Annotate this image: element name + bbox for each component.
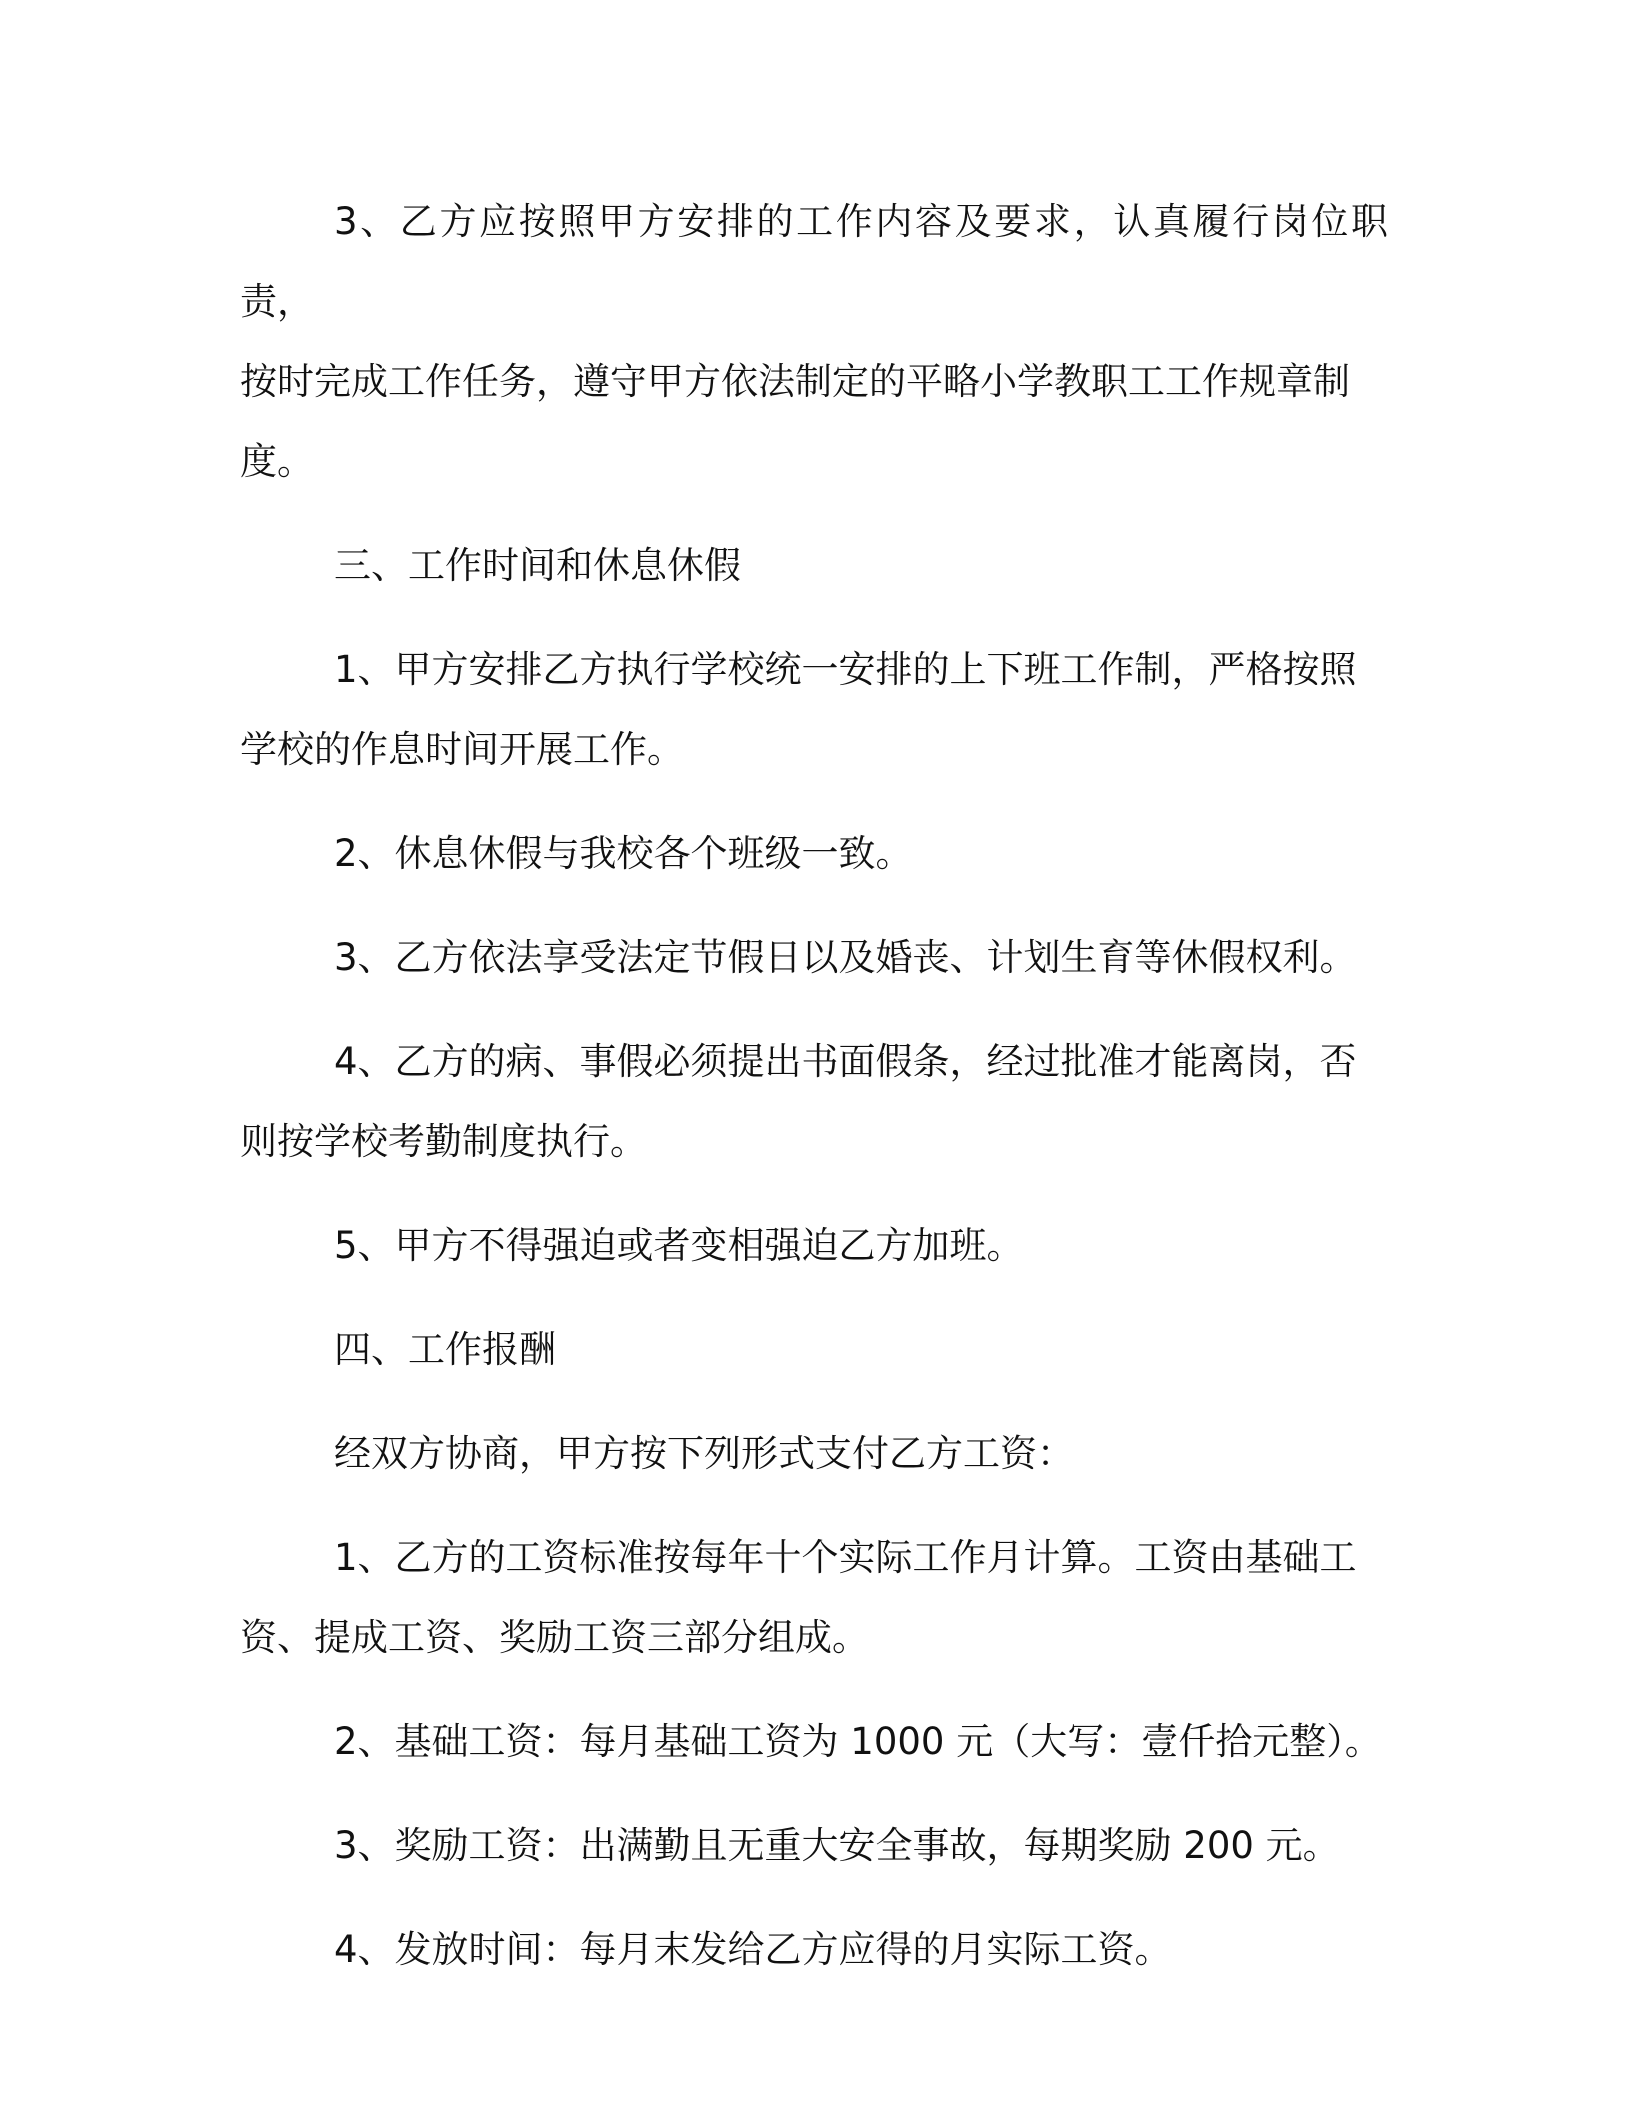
paragraph-remuneration-3 bbox=[240, 1806, 1388, 1886]
paragraph-worktime-3 bbox=[240, 918, 1388, 998]
section-heading-work-time bbox=[240, 526, 1388, 606]
text-line: 4、乙方的病、事假必须提出书面假条，经过批准才能离岗，否 bbox=[334, 1040, 1357, 1083]
heading-text: 四、工作报酬 bbox=[334, 1328, 556, 1371]
paragraph-worktime-4 bbox=[240, 1022, 1388, 1182]
paragraph-worktime-5 bbox=[240, 1206, 1388, 1286]
text-line: 2、休息休假与我校各个班级一致。 bbox=[334, 832, 913, 875]
text-line: 3、乙方依法享受法定节假日以及婚丧、计划生育等休假权利。 bbox=[334, 936, 1357, 979]
paragraph-remuneration-4 bbox=[240, 1910, 1388, 1990]
document-body bbox=[240, 182, 1388, 2014]
section-heading-remuneration bbox=[240, 1310, 1388, 1390]
paragraph-remuneration-2 bbox=[240, 1702, 1388, 1782]
paragraph-worktime-2 bbox=[240, 814, 1388, 894]
paragraph-worktime-1 bbox=[240, 630, 1388, 790]
text-line: 学校的作息时间开展工作。 bbox=[240, 728, 684, 771]
text-line: 按时完成工作任务，遵守甲方依法制定的平略小学教职工工作规章制 bbox=[240, 360, 1350, 403]
text-line: 资、提成工资、奖励工资三部分组成。 bbox=[240, 1616, 869, 1659]
paragraph-remuneration-1 bbox=[240, 1518, 1388, 1678]
text-line: 1、乙方的工资标准按每年十个实际工作月计算。工资由基础工 bbox=[334, 1536, 1357, 1579]
text-line: 4、发放时间：每月末发给乙方应得的月实际工资。 bbox=[334, 1928, 1172, 1971]
text-line: 1、甲方安排乙方执行学校统一安排的上下班工作制，严格按照 bbox=[334, 648, 1357, 691]
paragraph-remuneration-intro bbox=[240, 1414, 1388, 1494]
text-line: 度。 bbox=[240, 440, 314, 483]
text-line: 3、奖励工资：出满勤且无重大安全事故，每期奖励 200 元。 bbox=[334, 1824, 1340, 1867]
text-line: 经双方协商，甲方按下列形式支付乙方工资： bbox=[334, 1432, 1074, 1475]
heading-text: 三、工作时间和休息休假 bbox=[334, 544, 741, 587]
paragraph-duty-3 bbox=[240, 182, 1388, 502]
text-line: 2、基础工资：每月基础工资为 1000 元（大写：壹仟拾元整）。 bbox=[334, 1720, 1382, 1763]
text-line: 则按学校考勤制度执行。 bbox=[240, 1120, 647, 1163]
text-line: 3、乙方应按照甲方安排的工作内容及要求，认真履行岗位职责， bbox=[240, 200, 1388, 323]
text-line: 5、甲方不得强迫或者变相强迫乙方加班。 bbox=[334, 1224, 1024, 1267]
